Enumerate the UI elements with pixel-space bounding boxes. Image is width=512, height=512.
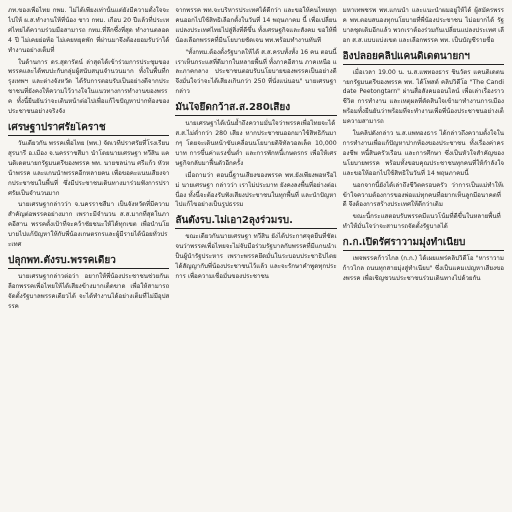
article-paragraph: นอกจากนี้ยังได้เล่าถึงชีวิตครอบครัว ว่าการเป็นแม่ทำให้เข้าใจความต้องการของพ่อแม่ทุกคนที่อยากเห็นลูกมีอนาคตที่ดี จึงต้องการสร้างประเทศให้ดีกว่าเดิม bbox=[342, 181, 504, 209]
article-paragraph: มหาเทพชรพ พท.แกนนำ และแนะนำผมอยู่ให้ได้ ผู้สมัครพรรค พท.ตอบสนองทุกนโยบายที่พี่น้องประชาชน ไม่อยากได้ รัฐบาลชุดเดิมอีกแล้ว พวกเราต้องร่วมกันเปลี่ยนแปลงประเทศ เลือก ส.ส.แบบแบ่งเขต และเลือกพรรค พท. เป็นบัญชีรายชื่อ bbox=[342, 7, 504, 44]
article-paragraph: ในคลิปดังกล่าว น.ส.แพทองธาร ได้กล่าวถึงความตั้งใจในการทำงานเพื่อแก้ปัญหาปากท้องของประชาชน ทั้งเรื่องค่าครองชีพ หนี้สินครัวเรือน และการศึกษา ซึ่งเป็นหัวใจสำคัญของนโยบายพรรค พร้อมทั้งขอบคุณประชาชนทุกคนที่ให้กำลังใจ และขอให้ออกไปใช้สิทธิในวันที่ 14 พฤษภาคมนี้ bbox=[342, 130, 504, 177]
column-2 bbox=[175, 6, 336, 508]
article-paragraph: เมื่อถามว่า ตอนนี้ฐานเสียงของพรรค พท.ยังเพียงพอหรือไม่ นายเศรษฐา กล่าวว่า เราไม่ประมาท ยังคงลงพื้นที่อย่างต่อเนื่อง ทั้งนี้จะต้องรับฟังเสียงประชาชนในทุกพื้นที่ และนำปัญหาไปแก้ไขอย่างเป็นรูปธรรม bbox=[175, 171, 337, 209]
section-heading: ปลุกพท.ตั้งรบ.พรรคเดียว bbox=[8, 255, 169, 269]
article-paragraph: ขณะเดียวกันนายเศรษฐา ทวีสิน ยังได้ประกาศจุดยืนที่ชัดเจนว่าพรรคเพื่อไทยจะไม่จับมือร่วมรัฐบาลกับพรรคที่มีแกนนำเป็นผู้นำรัฐประหาร เพราะพรรคยึดมั่นในระบอบประชาธิปไตย ได้สัญญากับพี่น้องประชาชนไว้แล้ว และจะรักษาคำพูดทุกประการ เพื่อความเชื่อมั่นของประชาชน bbox=[175, 233, 337, 280]
article-paragraph: จากพรรค พท.จะบริหารประเทศได้ดีกว่า และขอให้คนไทยทุกคนออกไปใช้สิทธิเลือกตั้งในวันที่ 14 พฤษภาคม นี้ เพื่อเปลี่ยนแปลงประเทศไทยไปสู่สิ่งที่ดีขึ้น ทั้งเศรษฐกิจและสังคม ขอให้พี่น้องเลือกพรรคที่มีนโยบายชัดเจน พท.พร้อมทำงานทันที bbox=[175, 7, 337, 44]
article-paragraph: นายเศรษฐากล่าวว่า จ.นครราชสีมา เป็นจังหวัดที่มีความสำคัญต่อพรรคอย่างมาก เพราะมีจำนวน ส.ส.มากที่สุดในภาคอีสาน พรรคตั้งเป้าที่จะคว้าชัยชนะให้ได้ทุกเขต เพื่อนำนโยบายไปแก้ปัญหาให้กับพี่น้องเกษตรกรและผู้มีรายได้น้อยทั่วประเทศ bbox=[8, 201, 170, 249]
section-heading: ก.ก.เปิดรัศราวามมุ่งทำเนียบ bbox=[343, 237, 504, 251]
article-paragraph: ในด้านการ ดร.สุดารัตน์ ล่าสุดได้เข้าร่วมการประชุมของพรรคและได้พบปะกับกลุ่มผู้สนับสนุนจำนวนมาก ทั้งในพื้นที่กรุงเทพฯ และต่างจังหวัด ได้รับการตอบรับเป็นอย่างดีจากประชาชนที่ยังคงให้ความไว้วางใจในแนวทางการทำงานของพรรค ทั้งนี้ยืนยันว่าจะเดินหน้าต่อไปเพื่อแก้ไขปัญหาปากท้องของประชาชนอย่างจริงจัง bbox=[8, 58, 170, 116]
section-heading: เศรษฐาปราศรัยโคราช bbox=[8, 122, 169, 136]
article-paragraph: เมื่อเวลา 19.00 น. น.ส.แพทองธาร ชินวัตร แคนดิเดตนายกรัฐมนตรีของพรรค พท. ได้โพสต์ คลิปวิดีโอ "The Candidate Peetongtarn" ผ่านสื่อสังคมออนไลน์ เพื่อเล่าเรื่องราวชีวิต การทำงาน และเหตุผลที่ตัดสินใจเข้ามาทำงานการเมือง พร้อมทั้งยืนยันว่าพร้อมที่จะทำงานเพื่อพี่น้องประชาชนอย่างเต็มความสามารถ bbox=[342, 68, 504, 126]
section-heading: ลั่นตั้งรบ.ไม่เอา2ลุงร่วมรบ. bbox=[175, 215, 336, 229]
article-paragraph: ขณะนี้กระแสตอบรับพรรคมีแนวโน้มที่ดีขึ้นในหลายพื้นที่ ทำให้มั่นใจว่าจะสามารถจัดตั้งรัฐบาลได้ bbox=[342, 213, 501, 231]
column-3 bbox=[343, 6, 504, 508]
article-paragraph: "ทั้งกทม.ต้องตั้งรัฐบาลให้ได้ ส.ส.ครบทั้งทั้ง 16 คน ตอนนี้เราเห็นกระแสที่ดีมากในหลายพื้นที่ ทั้งภาคอีสาน ภาคเหนือ และภาคกลาง ประชาชนตอบรับนโยบายของพรรคเป็นอย่างดี จึงมั่นใจว่าจะได้เสียงเกินกว่า 250 ที่นั่งแน่นอน" นายเศรษฐา กล่าว bbox=[175, 48, 337, 96]
section-heading: มั่นใจยึดกว้าส.ส.280เสียง bbox=[175, 102, 336, 116]
article-paragraph: ภท.ของเพื่อไทย กพม. ไม่ได้เพียงเท่านั้นแต่ยังมีความตั้งใจจะไปให้ ผ.ส.ทำงานให้ที่น้อง ชาว กทม. เกือบ 20 ปีแล้วที่ประเทศไทยได้ความร่วมมือสามารถ กทม.ที่ลึกซึ้งที่สุด ทำงานตลอด 4 ปี ไม่เคยย่อท้อ ไม่เคยหยุดพัก ที่ผ่านมาจึงต้องยอมรับว่าได้ทำงานอย่างเต็มที่ bbox=[8, 7, 170, 54]
column-1 bbox=[8, 6, 169, 508]
article-paragraph: เพจพรรคก้าวไกล (ก.ก.) ได้เผยแพร่คลิปวิดีโอ "หาราวามก้าวไกล ถนนทุกสายมุ่งสู่ทำเนียบ" ซึ่งเป็นแคมเปญหาเสียงของพรรค เพื่อเชิญชวนประชาชนร่วมเดินทางไปด้วยกัน bbox=[342, 255, 504, 282]
section-heading: อิ๊งปลอยคลิปแคนดิเดตนายกฯ bbox=[343, 51, 504, 65]
article-paragraph: วันเดียวกัน พรรคเพื่อไทย (พท.) จัดเวทีปราศรัยที่โรงเรียนสุรนารี อ.เมือง จ.นครราชสีมา นำโดยนายเศรษฐา ทวีสิน แคนดิเดตนายกรัฐมนตรีของพรรค พท. นายชลน่าน ศรีแก้ว หัวหน้าพรรค และแกนนำพรรคอีกหลายคน เพื่อขอคะแนนเสียงจากประชาชนในพื้นที่ ซึ่งมีประชาชนเดินทางมาร่วมฟังการปราศรัยเป็นจำนวนมาก bbox=[8, 139, 170, 197]
article-paragraph: นายเศรษฐากล่าวต่อว่า อยากให้พี่น้องประชาชนช่วยกันเลือกพรรคเพื่อไทยให้ได้เสียงข้างมากเด็ดขาด เพื่อให้สามารถจัดตั้งรัฐบาลพรรคเดียวได้ จะได้ทำงานได้อย่างเต็มที่ไม่มีอุปสรรค bbox=[8, 272, 170, 310]
article-paragraph: นายเศรษฐาได้เน้นย้ำถึงความมั่นใจว่าพรรคเพื่อไทยจะได้ ส.ส.ไม่ต่ำกว่า 280 เสียง หากประชาชนออกมาใช้สิทธิกันมากๆ โดยจะเดินหน้าขับเคลื่อนนโยบายดิจิทัลวอลเล็ต 10,000 บาท การขึ้นค่าแรงขั้นต่ำ และการพักหนี้เกษตรกร เพื่อให้เศรษฐกิจกลับมาฟื้นตัวอีกครั้ง bbox=[175, 120, 337, 167]
